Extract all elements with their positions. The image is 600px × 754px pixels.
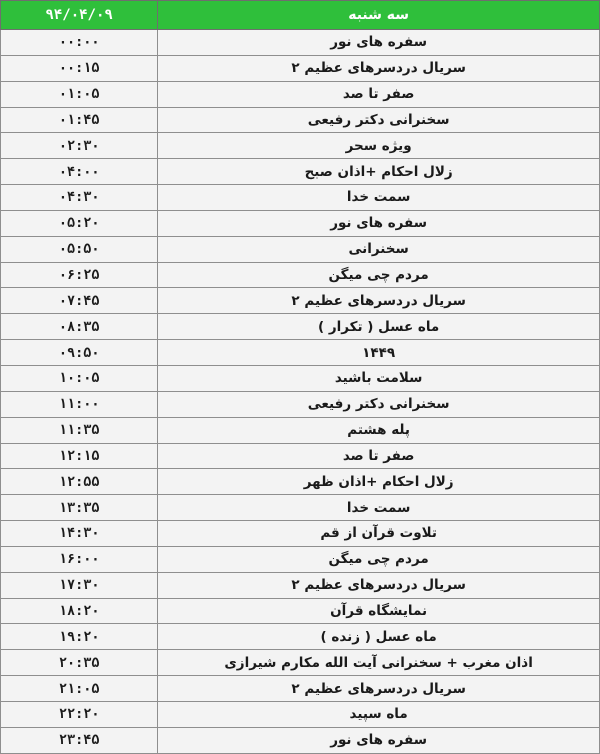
program-title: زلال احکام +اذان صبح: [158, 159, 600, 185]
broadcast-time: ۰۱:۴۵: [1, 107, 158, 133]
program-title: تلاوت قرآن از قم: [158, 521, 600, 547]
table-row: [1, 650, 600, 676]
broadcast-time: ۲۲:۲۰: [1, 701, 158, 727]
program-title: سریال دردسرهای عظیم ۲: [158, 288, 600, 314]
program-title: سخنرانی: [158, 236, 600, 262]
broadcast-time: ۱۶:۰۰: [1, 546, 158, 572]
schedule-body: [1, 30, 600, 754]
broadcast-time: ۰۵:۲۰: [1, 210, 158, 236]
broadcast-time: ۱۰:۰۵: [1, 365, 158, 391]
program-title: سفره های نور: [158, 30, 600, 56]
broadcast-time: ۰۲:۳۰: [1, 133, 158, 159]
program-title: سریال دردسرهای عظیم ۲: [158, 676, 600, 702]
program-title: صفر تا صد: [158, 81, 600, 107]
broadcast-time: ۱۳:۳۵: [1, 495, 158, 521]
program-title: پله هشتم: [158, 417, 600, 443]
broadcast-time: ۱۲:۵۵: [1, 469, 158, 495]
table-row: [1, 417, 600, 443]
broadcast-time: ۰۰:۱۵: [1, 55, 158, 81]
program-title: اذان مغرب + سخنرانی آیت الله مکارم شیرازی: [158, 650, 600, 676]
table-row: [1, 133, 600, 159]
program-title: ویژه سحر: [158, 133, 600, 159]
table-row: [1, 236, 600, 262]
broadcast-time: ۱۹:۲۰: [1, 624, 158, 650]
table-row: [1, 546, 600, 572]
program-title: مردم چی میگن: [158, 262, 600, 288]
broadcast-time: ۰۵:۵۰: [1, 236, 158, 262]
table-row: [1, 624, 600, 650]
table-row: [1, 159, 600, 185]
table-row: [1, 443, 600, 469]
program-title: نمایشگاه قرآن: [158, 598, 600, 624]
broadcast-time: ۲۰:۳۵: [1, 650, 158, 676]
table-row: [1, 107, 600, 133]
broadcast-time: ۲۳:۴۵: [1, 727, 158, 753]
table-row: [1, 262, 600, 288]
table-row: [1, 701, 600, 727]
broadcast-time: ۰۷:۴۵: [1, 288, 158, 314]
program-title: سخنرانی دکتر رفیعی: [158, 107, 600, 133]
table-row: [1, 727, 600, 753]
program-title: سفره های نور: [158, 727, 600, 753]
program-title: صفر تا صد: [158, 443, 600, 469]
program-title: سریال دردسرهای عظیم ۲: [158, 55, 600, 81]
date-heading: ۹۴/۰۴/۰۹: [1, 1, 158, 30]
day-heading: سه شنبه: [158, 1, 600, 30]
table-row: [1, 598, 600, 624]
broadcast-time: ۱۱:۳۵: [1, 417, 158, 443]
header-row: [1, 1, 600, 30]
program-title: سمت خدا: [158, 495, 600, 521]
table-row: [1, 314, 600, 340]
program-title: ماه سپید: [158, 701, 600, 727]
program-title: مردم چی میگن: [158, 546, 600, 572]
broadcast-time: ۲۱:۰۵: [1, 676, 158, 702]
table-row: [1, 288, 600, 314]
table-row: [1, 81, 600, 107]
table-row: [1, 55, 600, 81]
broadcast-time: ۱۴:۳۰: [1, 521, 158, 547]
program-title: سفره های نور: [158, 210, 600, 236]
table-row: [1, 30, 600, 56]
table-row: [1, 676, 600, 702]
broadcast-time: ۰۶:۲۵: [1, 262, 158, 288]
table-row: [1, 185, 600, 211]
program-title: سمت خدا: [158, 185, 600, 211]
broadcast-time: ۱۸:۲۰: [1, 598, 158, 624]
broadcast-time: ۰۴:۰۰: [1, 159, 158, 185]
program-title: سریال دردسرهای عظیم ۲: [158, 572, 600, 598]
broadcast-time: ۱۱:۰۰: [1, 391, 158, 417]
table-row: [1, 521, 600, 547]
program-title: سلامت باشید: [158, 365, 600, 391]
table-row: [1, 469, 600, 495]
broadcast-time: ۰۰:۰۰: [1, 30, 158, 56]
broadcast-time: ۰۱:۰۵: [1, 81, 158, 107]
program-title: ماه عسل ( تکرار ): [158, 314, 600, 340]
table-row: [1, 495, 600, 521]
table-row: [1, 340, 600, 366]
table-row: [1, 210, 600, 236]
broadcast-time: ۰۸:۳۵: [1, 314, 158, 340]
program-title: سخنرانی دکتر رفیعی: [158, 391, 600, 417]
broadcast-time: ۰۹:۵۰: [1, 340, 158, 366]
broadcast-time: ۱۲:۱۵: [1, 443, 158, 469]
broadcast-time: ۱۷:۳۰: [1, 572, 158, 598]
table-row: [1, 391, 600, 417]
program-title: ماه عسل ( زنده ): [158, 624, 600, 650]
broadcast-time: ۰۴:۳۰: [1, 185, 158, 211]
table-row: [1, 365, 600, 391]
program-title: ۱۴۴۹: [158, 340, 600, 366]
table-row: [1, 572, 600, 598]
program-title: زلال احکام +اذان ظهر: [158, 469, 600, 495]
